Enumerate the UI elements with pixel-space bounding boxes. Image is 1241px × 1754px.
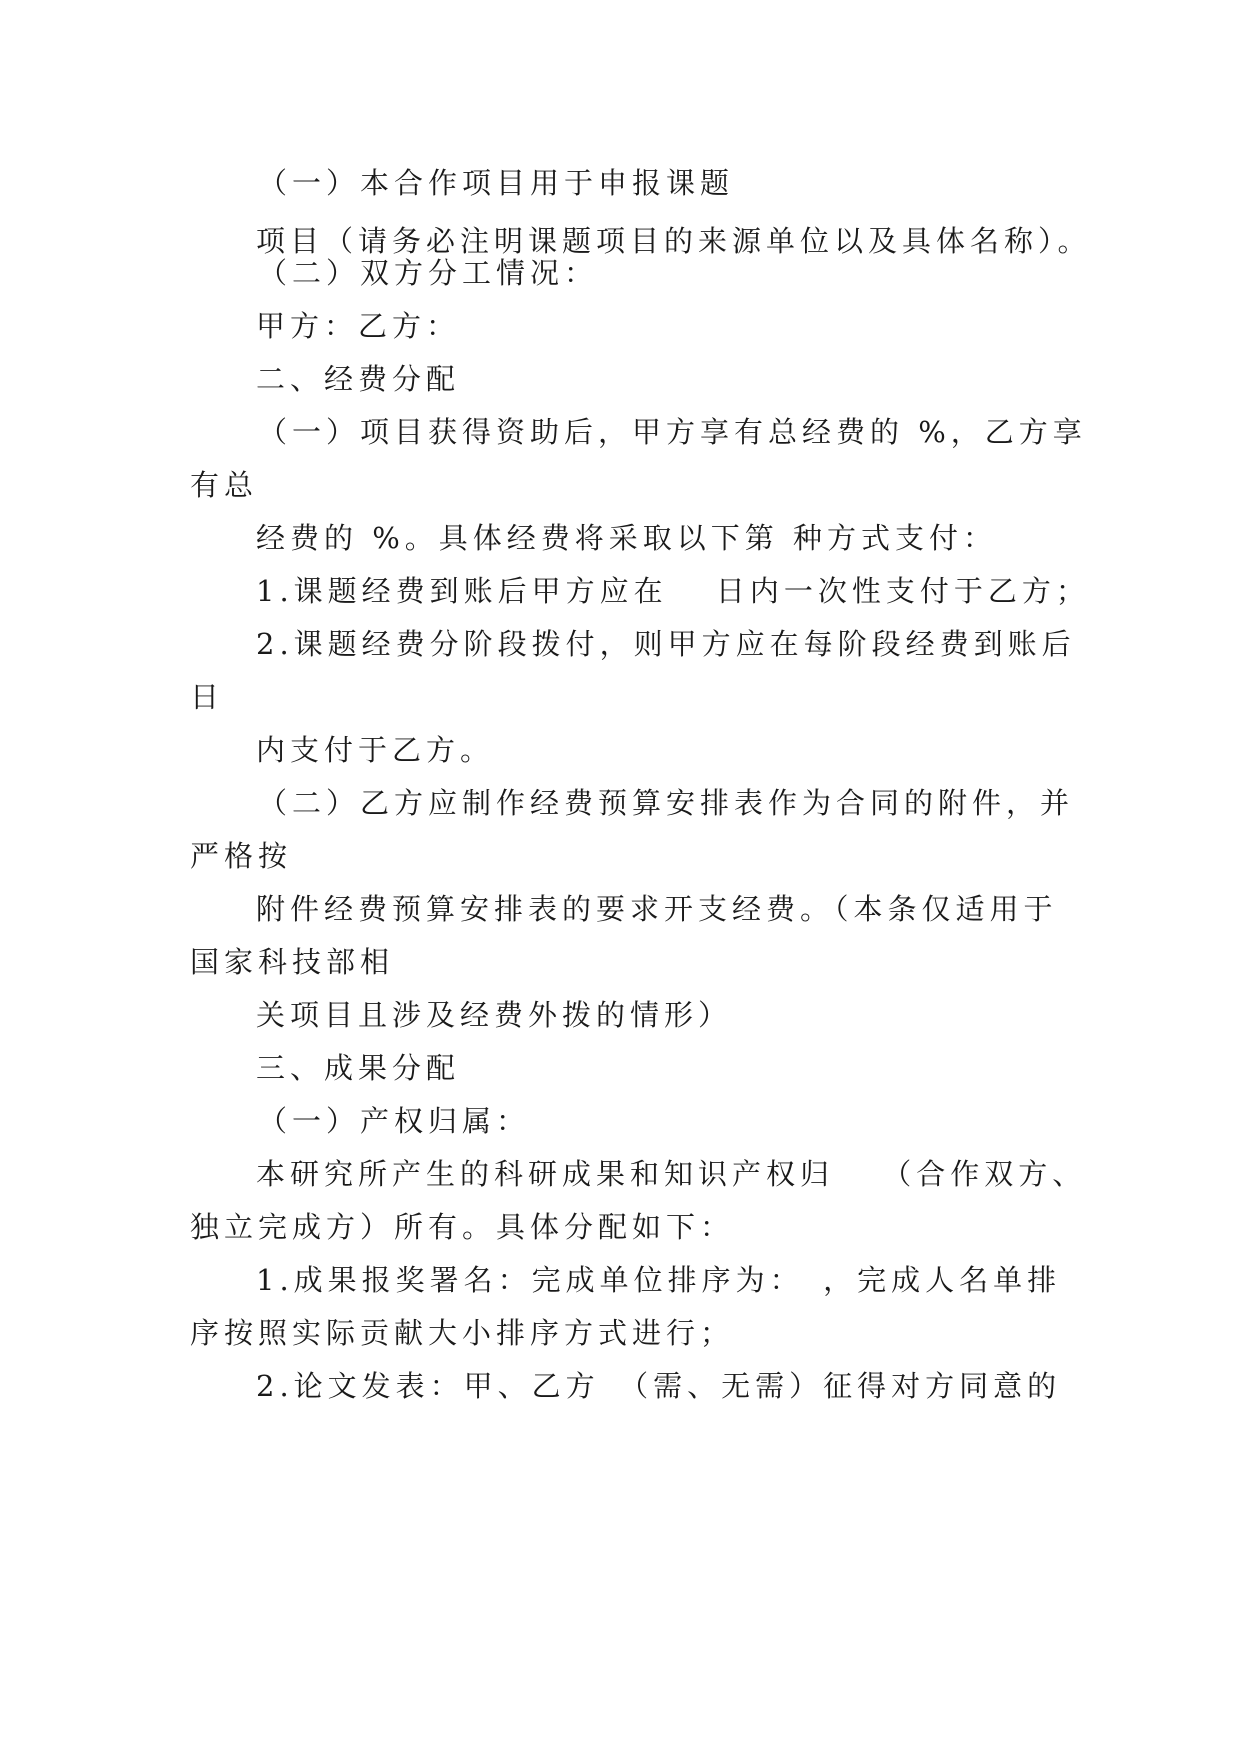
clause-1-1-cont: 项目（请务必注明课题项目的来源单位以及具体名称）。 bbox=[256, 224, 1092, 258]
clause-3-1: （一）产权归属： bbox=[258, 1104, 531, 1138]
clause-1-1: （一）本合作项目用于申报课题 bbox=[258, 166, 735, 200]
clause-3-1-body-wrap: 独立完成方）所有。具体分配如下： bbox=[190, 1210, 735, 1244]
clause-1-2: （二）双方分工情况： bbox=[258, 256, 599, 290]
clause-2-2-cont-2: 关项目且涉及经费外拨的情形） bbox=[256, 998, 733, 1032]
clause-2-2-wrap-2: 国家科技部相 bbox=[190, 945, 395, 979]
clause-2-2-cont: 附件经费预算安排表的要求开支经费。（本条仅适用于 bbox=[256, 892, 1058, 926]
clause-3-1-body: 本研究所产生的科研成果和知识产权归 （合作双方、 bbox=[256, 1157, 1087, 1191]
payment-option-1: 1.课题经费到账后甲方应在 日内一次性支付于乙方； bbox=[256, 574, 1090, 608]
section-2-heading: 二、经费分配 bbox=[256, 362, 461, 396]
clause-2-2: （二）乙方应制作经费预算安排表作为合同的附件，并 bbox=[258, 786, 1075, 820]
clause-2-1-cont: 经费的 %。具体经费将采取以下第 种方式支付： bbox=[256, 521, 997, 555]
clause-2-1: （一）项目获得资助后，甲方享有总经费的 %，乙方享 bbox=[258, 415, 1087, 449]
paper-publication-item: 2.论文发表：甲、乙方 （需、无需）征得对方同意的 bbox=[256, 1369, 1062, 1403]
payment-option-2-wrap: 日 bbox=[190, 680, 225, 714]
award-signature-item-wrap: 序按照实际贡献大小排序方式进行； bbox=[190, 1316, 735, 1350]
section-3-heading: 三、成果分配 bbox=[256, 1051, 461, 1085]
clause-2-2-wrap: 严格按 bbox=[190, 839, 293, 873]
clause-1-2-parties: 甲方：乙方： bbox=[256, 309, 461, 343]
award-signature-item: 1.成果报奖署名：完成单位排序为： ，完成人名单排 bbox=[256, 1263, 1062, 1297]
payment-option-2: 2.课题经费分阶段拨付，则甲方应在每阶段经费到账后 bbox=[256, 627, 1076, 661]
payment-option-2-cont: 内支付于乙方。 bbox=[256, 733, 495, 767]
clause-2-1-wrap: 有总 bbox=[190, 468, 259, 502]
